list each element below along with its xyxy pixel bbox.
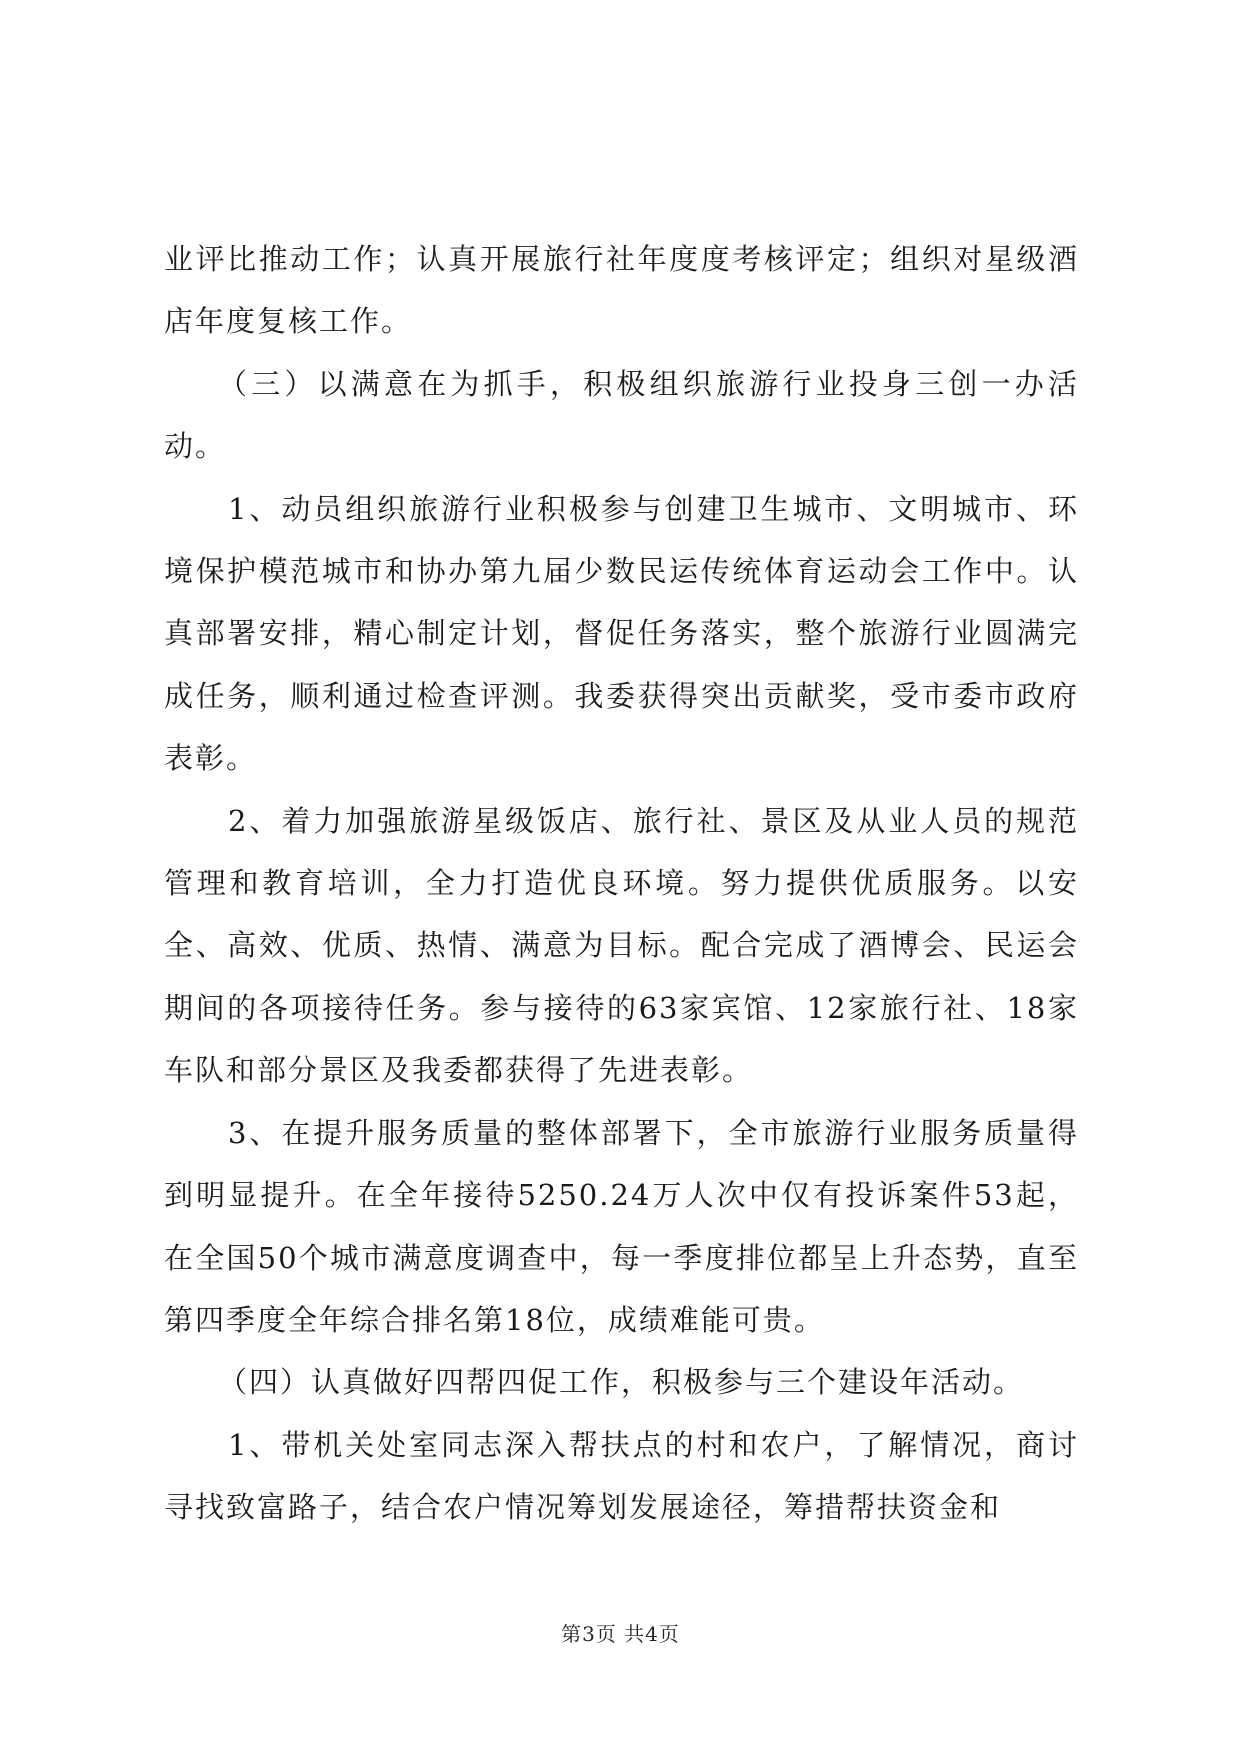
paragraph-item-4-1: 1、带机关处室同志深入帮扶点的村和农户，了解情况，商讨寻找致富路子，结合农户情况筹划发展途径，筹措帮扶资金和 (164, 1427, 1079, 1525)
section-heading-three: （三）以满意在为抓手，积极组织旅游行业投身三创一办活动。 (164, 366, 1079, 464)
paragraph-item-3: 3、在提升服务质量的整体部署下，全市旅游行业服务质量得到明显提升。在全年接待5250.24万人次中仅有投诉案件53起，在全国50个城市满意度调查中，每一季度排位都呈上升态势，直至第四季度全年综合排名第18位，成绩难能可贵。 (164, 1115, 1079, 1337)
paragraph-continuation: 业评比推动工作；认真开展旅行社年度度考核评定；组织对星级酒店年度复核工作。 (164, 242, 1079, 339)
paragraph-item-2: 2、着力加强旅游星级饭店、旅行社、景区及从业人员的规范管理和教育培训，全力打造优良环境。努力提供优质服务。以安全、高效、优质、热情、满意为目标。配合完成了酒博会、民运会期间的各项接待任务。参与接待的63家宾馆、12家旅行社、18家车队和部分景区及我委都获得了先进表彰。 (164, 803, 1079, 1088)
document-body (164, 228, 1079, 1539)
paragraph-item-1: 1、动员组织旅游行业积极参与创建卫生城市、文明城市、环境保护模范城市和协办第九届少数民运传统体育运动会工作中。认真部署安排，精心制定计划，督促任务落实，整个旅游行业圆满完成任务，顺利通过检查评测。我委获得突出贡献奖，受市委市政府表彰。 (164, 491, 1079, 776)
page-number-footer: 第3页 共4页 (561, 1622, 680, 1646)
section-heading-four: （四）认真做好四帮四促工作，积极参与三个建设年活动。 (218, 1365, 1025, 1400)
